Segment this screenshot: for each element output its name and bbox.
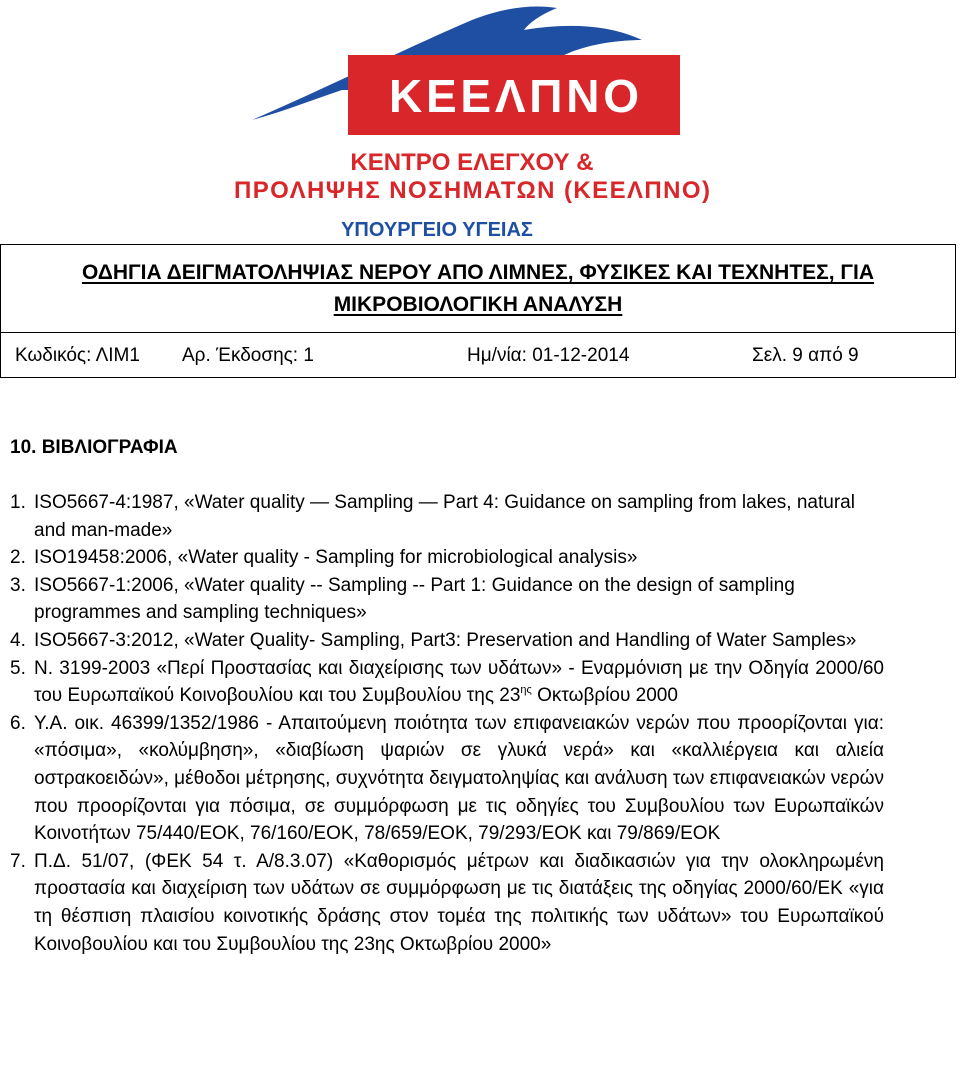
list-item (10, 544, 884, 572)
list-item-number: 1. (10, 492, 26, 513)
list-item-number: 4. (10, 629, 26, 651)
list-item (10, 848, 884, 958)
list-item-number: 7. (10, 850, 26, 872)
list-item (10, 627, 884, 655)
document-title-line1: ΟΔΗΓΙΑ ΔΕΙΓΜΑΤΟΛΗΨΙΑΣ ΝΕΡΟΥ ΑΠΟ ΛΙΜΝΕΣ, ΦΥΣΙΚΕΣ ΚΑΙ ΤΕΧΝΗΤΕΣ, ΓΙΑ (81, 261, 875, 284)
keelpno-logo (172, 0, 712, 242)
list-item-text: Ν. 3199-2003 «Περί Προστασίας και διαχείρισης των υδάτων» - Εναρμόνιση με την Οδηγία 2000/60 του Ευρωπαϊκού Κοινοβουλίου και του Συμβουλίου της 23 (34, 657, 884, 707)
logo-name-line2: ΠΡΟΛΗΨΗΣ ΝΟΣΗΜΑΤΩΝ (ΚΕΕΛΠΝΟ) (234, 177, 710, 204)
logo-ministry: ΥΠΟΥΡΓΕΙΟ ΥΓΕΙΑΣ (341, 219, 533, 241)
document-date: Ημ/νία: 01-12-2014 (467, 345, 630, 366)
list-item-text: ISO5667-1:2006, «Water quality -- Sampling -- Part 1: Guidance on the design of sampling programmes and sampling techniques» (34, 574, 795, 624)
document-code: Κωδικός: ΛΙΜ1 (15, 345, 140, 366)
list-item-number: 3. (10, 574, 26, 596)
document-title (1, 245, 955, 333)
list-item-number: 5. (10, 657, 26, 679)
list-item-number: 6. (10, 712, 26, 734)
list-item (10, 655, 884, 710)
logo-name-line1: ΚΕΝΤΡΟ ΕΛΕΓΧΟΥ & (350, 149, 594, 176)
document-edition: Αρ. Έκδοσης: 1 (182, 345, 314, 366)
bibliography-list (10, 489, 884, 958)
list-item-text: ISO19458:2006, «Water quality - Sampling for microbiological analysis» (34, 547, 638, 569)
document-header (0, 244, 956, 378)
document-page-number: Σελ. 9 από 9 (752, 345, 859, 366)
list-item-text: ISO5667-4:1987, «Water quality — Sampling — Part 4: Guidance on sampling from lakes, natural and man-made» (34, 492, 855, 541)
list-item-number: 2. (10, 547, 26, 569)
document-meta-row (1, 333, 955, 379)
list-item-text: Υ.Α. οικ. 46399/1352/1986 - Απαιτούμενη ποιότητα των επιφανειακών νερών που προορίζονται για: «πόσιμα», «κολύμβηση», «διαβίωση ψαριών σε γλυκά νερά» και «καλλιέργεια και αλιεία οστρακοειδών», μέθοδοι μέτρησης, συχνότητα δειγματοληψίας και ανάλυση των επιφανειακών νερών που προορίζονται για πόσιμα, σε συμμόρφωση με τις οδηγίες του Συμβουλίου των Ευρωπαϊκών Κοινοτήτων 75/440/ΕΟΚ, 76/160/ΕΟΚ, 78/659/ΕΟΚ, 79/293/ΕΟΚ και 79/869/ΕΟΚ (34, 712, 884, 845)
list-item (10, 710, 884, 848)
list-item-text-end: Οκτωβρίου 2000 (531, 685, 678, 707)
list-item-superscript: ης (520, 684, 532, 697)
document-title-line2: ΜΙΚΡΟΒΙΟΛΟΓΙΚΗ ΑΝΑΛΥΣΗ (333, 293, 623, 316)
list-item (10, 572, 884, 627)
section-heading: 10. ΒΙΒΛΙΟΓΡΑΦΙΑ (10, 437, 178, 458)
logo-acronym: ΚΕΕΛΠΝΟ (389, 70, 639, 122)
list-item-text: ISO5667-3:2012, «Water Quality- Sampling, Part3: Preservation and Handling of Water Samples» (34, 629, 857, 651)
list-item-text: Π.Δ. 51/07, (ΦΕΚ 54 τ. Α/8.3.07) «Καθορισμός μέτρων και διαδικασιών για την ολοκληρωμένη προστασία και διαχείριση των υδάτων σε συμμόρφωση με τις διατάξεις της οδηγίας 2000/60/ΕΚ «για τη θέσπιση πλαισίου κοινοτικής δράσης στον τομέα της πολιτικής των υδάτων» του Ευρωπαϊκού Κοινοβουλίου και του Συμβουλίου της 23ης Οκτωβρίου 2000» (34, 850, 884, 955)
list-item (10, 489, 884, 544)
